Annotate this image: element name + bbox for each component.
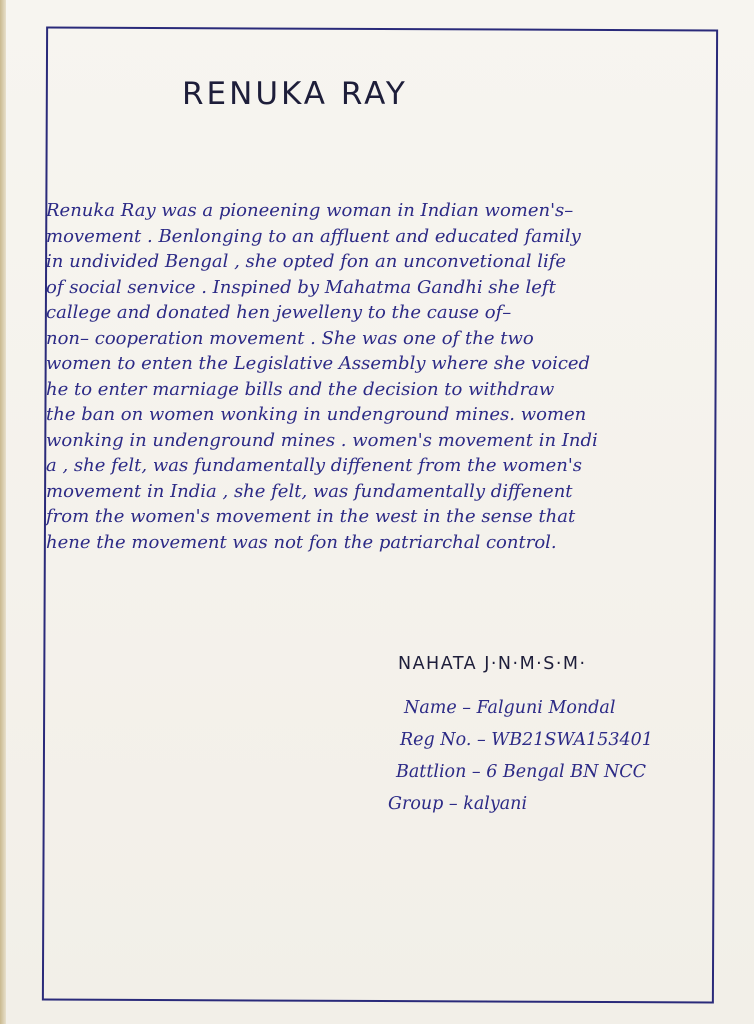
paragraph-line: movement in India , she felt, was fundamentally diffenent (46, 480, 573, 502)
paragraph-line: callege and donated hen jewelleny to the cause of– (46, 302, 512, 323)
essay-paragraph (46, 198, 714, 555)
paragraph-line: a , she felt, was fundamentally diffenent from the women's (46, 455, 583, 476)
paragraph-line: in undivided Bengal , she opted fon an unconvetional life (46, 251, 567, 272)
paper-edge (0, 0, 6, 1024)
paragraph-line: wonking in undenground mines . women's movement in Indi (46, 429, 598, 451)
paragraph-line: the ban on women wonking in undenground mines. women (46, 404, 587, 425)
registration-number: Reg No. – WB21SWA153401 (400, 730, 653, 750)
student-name: Name – Falguni Mondal (404, 698, 616, 718)
group: Group – kalyani (388, 794, 528, 814)
paragraph-line: movement . Benlonging to an affluent and educated family (46, 225, 581, 247)
paragraph-line: non– cooperation movement . She was one of the two (46, 327, 534, 349)
battalion: Battlion – 6 Bengal BN NCC (396, 762, 647, 782)
paragraph-line: he to enter marniage bills and the decision to withdraw (46, 378, 555, 400)
paragraph-line: Renuka Ray was a pioneening woman in Indian women's– (46, 200, 574, 221)
organization-label: NAHATA J·N·M·S·M· (398, 654, 587, 674)
paragraph-line: women to enten the Legislative Assembly where she voiced (46, 353, 591, 374)
paragraph-line: hene the movement was not fon the patriarchal control. (46, 531, 557, 553)
paragraph-line: from the women's movement in the west in the sense that (46, 506, 576, 527)
paragraph-line: of social senvice . Inspined by Mahatma Gandhi she left (46, 276, 556, 298)
page-title: RENUKA RAY (182, 76, 408, 112)
signature-block (388, 654, 714, 826)
